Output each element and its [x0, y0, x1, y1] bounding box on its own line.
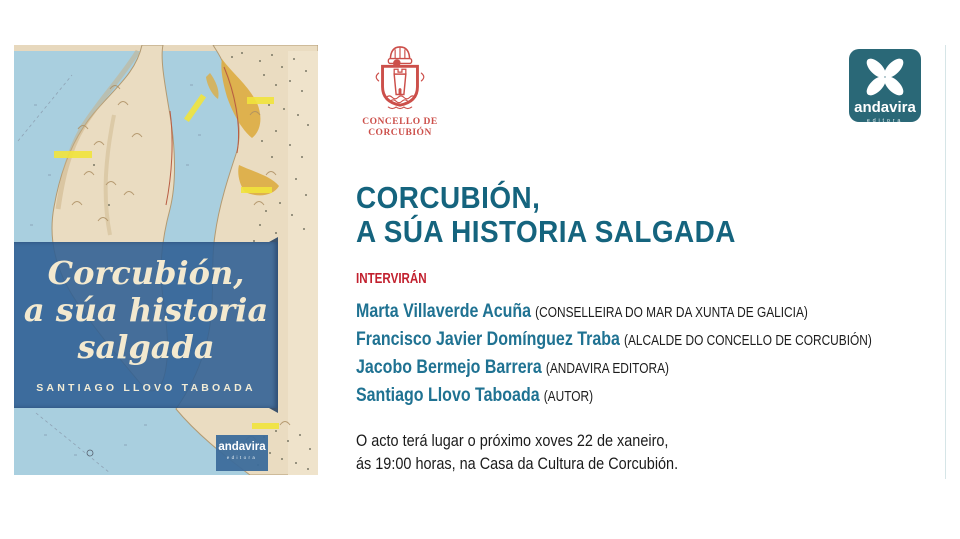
concello-text-line1: CONCELLO DE: [362, 117, 438, 127]
event-title-line2: A SÚA HISTORIA SALGADA: [356, 214, 736, 249]
pinwheel-flower-icon: [849, 55, 921, 97]
event-details-line1: O acto terá lugar o próximo xoves 22 de xaneiro,: [356, 431, 669, 450]
speaker-role: (AUTOR): [543, 389, 594, 405]
cover-publisher-mark: [216, 435, 268, 471]
speaker-row: [356, 381, 960, 409]
cover-publisher-name: andavira: [218, 441, 266, 453]
cover-publisher-sub: editora: [226, 455, 258, 460]
badge-publisher-sub: editora: [866, 118, 904, 124]
event-title-line1: CORCUBIÓN,: [356, 180, 541, 215]
speakers-list: [356, 297, 960, 409]
page-edge-divider: [945, 45, 946, 479]
speaker-row: [356, 297, 960, 325]
speaker-name: Santiago Llovo Taboada: [356, 384, 540, 406]
cover-title-line3: salgada: [77, 328, 215, 366]
cover-author: SANTIAGO LLOVO TABOADA: [36, 382, 256, 394]
speaker-name: Marta Villaverde Acuña: [356, 300, 532, 322]
speaker-role: (CONSELLEIRA DO MAR DA XUNTA DE GALICIA): [535, 305, 808, 321]
speaker-row: [356, 353, 960, 381]
concello-text-line2: CORCUBIÓN: [368, 128, 432, 138]
event-title: [356, 181, 778, 249]
cover-title-band: [14, 242, 278, 408]
event-details: [356, 429, 735, 475]
speaker-role: (ALCALDE DO CONCELLO DE CORCUBIÓN): [624, 333, 872, 349]
speaker-row: [356, 325, 960, 353]
badge-publisher-name: andavira: [854, 99, 916, 116]
concello-logo: [360, 44, 440, 139]
cover-title-line2: a súa historia: [23, 291, 269, 329]
concello-crest-icon: [362, 44, 438, 110]
cover-title-line1: Corcubión,: [47, 254, 245, 292]
book-cover: [14, 45, 318, 475]
speaker-name: Francisco Javier Domínguez Traba: [356, 328, 620, 350]
speaker-name: Jacobo Bermejo Barrera: [356, 356, 542, 378]
speaker-role: (ANDAVIRA EDITORA): [545, 361, 669, 377]
andavira-badge: [849, 49, 921, 122]
concello-logo-text: [360, 117, 440, 139]
event-details-line2: ás 19:00 horas, na Casa da Cultura de Corcubión.: [356, 454, 679, 473]
cover-title: [24, 255, 268, 366]
intervenors-heading: INTERVIRÁN: [356, 271, 427, 287]
